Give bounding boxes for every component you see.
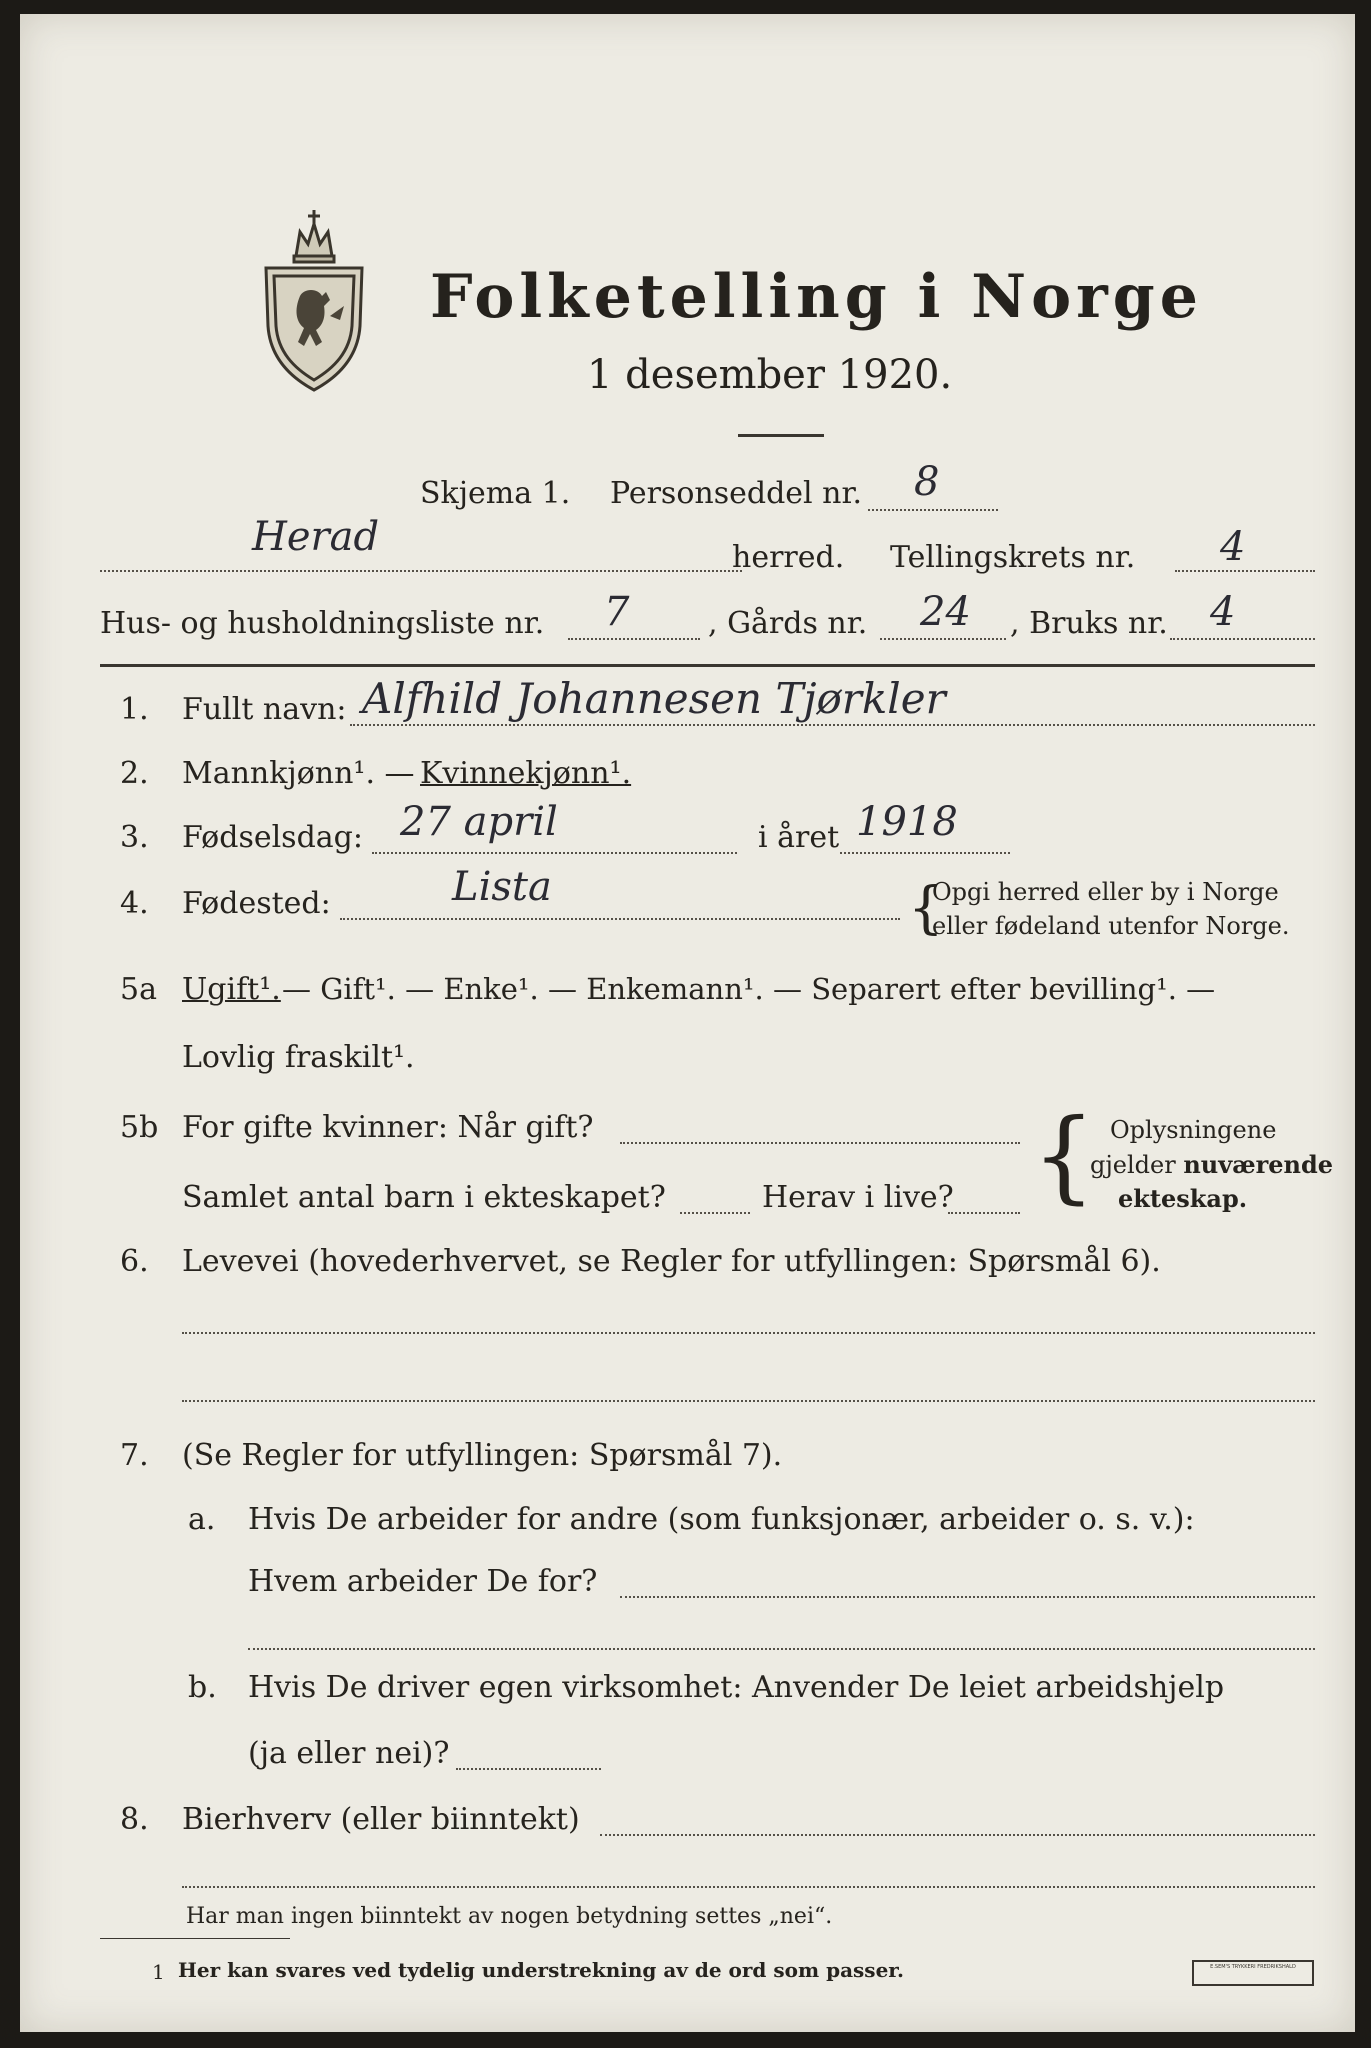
q1-label: Fullt navn:: [182, 692, 347, 727]
herred-dots: [100, 570, 742, 572]
q5b-married-when-dots: [620, 1142, 1020, 1144]
q5b-number: 5b: [120, 1110, 159, 1145]
q8-number: 8.: [120, 1802, 149, 1837]
q7a-letter: a.: [188, 1502, 216, 1537]
q5b-alive-dots: [948, 1212, 1020, 1214]
year-label: i året: [758, 820, 840, 855]
q3-number: 3.: [120, 820, 149, 855]
q7a-line2: Hvem arbeider De for?: [248, 1564, 598, 1599]
tellingskrets-dots: [1175, 570, 1315, 572]
q7b-dots: [456, 1768, 601, 1770]
q4-note-brace: {: [908, 876, 944, 941]
birthday-value[interactable]: 27 april: [400, 799, 558, 845]
tellingskrets-label: Tellingskrets nr.: [890, 540, 1136, 575]
personseddel-value[interactable]: 8: [914, 459, 940, 505]
title-divider: [738, 434, 824, 437]
q7a-dots-2: [248, 1648, 1315, 1650]
q6-label: Levevei (hovederhvervet, se Regler for utfyllingen: Spørsmål 6).: [182, 1244, 1161, 1279]
q7b-line1: Hvis De driver egen virksomhet: Anvender De leiet arbeidshjelp: [248, 1670, 1225, 1705]
gards-label: , Gårds nr.: [708, 606, 868, 641]
q8-dots-2: [182, 1886, 1315, 1888]
divorced-option: Lovlig fraskilt¹.: [182, 1040, 415, 1075]
q3-label: Fødselsdag:: [182, 820, 363, 855]
footnote-divider: [100, 1938, 290, 1939]
gards-dots: [880, 638, 1006, 640]
personseddel-label: Personseddel nr.: [610, 476, 863, 511]
q5a-number: 5a: [120, 972, 157, 1007]
personseddel-dots: [868, 509, 998, 511]
q1-dots: [350, 724, 1315, 726]
footnote-number: 1: [152, 1960, 165, 1984]
q5b-children-label: Samlet antal barn i ekteskapet?: [182, 1180, 666, 1215]
q6-number: 6.: [120, 1244, 149, 1279]
q5b-note-line2: gjelder nuværende: [1090, 1150, 1334, 1179]
printer-stamp: [1192, 1960, 1314, 1986]
husholdningsliste-value[interactable]: 7: [604, 589, 630, 635]
q7-number: 7.: [120, 1438, 149, 1473]
footnote-text: Her kan svares ved tydelig understrekning av de ord som passer.: [178, 1958, 904, 1982]
full-name-value[interactable]: Alfhild Johannesen Tjørkler: [362, 674, 946, 723]
q8-dots-1: [600, 1834, 1315, 1836]
q5b-note-brace: {: [1032, 1097, 1096, 1214]
q7-label: (Se Regler for utfyllingen: Spørsmål 7).: [182, 1438, 783, 1473]
q4-label: Fødested:: [182, 886, 331, 921]
q5b-alive-label: Herav i live?: [762, 1180, 954, 1215]
form-title: Folketelling i Norge: [430, 262, 1203, 332]
gards-value[interactable]: 24: [920, 589, 971, 635]
q4-note-line1: Opgi herred eller by i Norge: [932, 878, 1279, 906]
header-divider: [100, 664, 1315, 667]
q5b-children-dots: [680, 1212, 750, 1214]
year-dots: [840, 852, 1010, 854]
q8-label: Bierhverv (eller biinntekt): [182, 1802, 580, 1837]
q3-dots: [372, 852, 737, 854]
q5b-married-when-label: For gifte kvinner: Når gift?: [182, 1110, 594, 1145]
bruks-dots: [1170, 638, 1315, 640]
husholdningsliste-label: Hus- og husholdningsliste nr.: [100, 606, 545, 641]
printer-stamp-text: E.SEM'S TRYKKERI FREDRIKSHALD: [1210, 1964, 1296, 1970]
q7b-letter: b.: [188, 1670, 217, 1705]
q4-dots: [340, 918, 900, 920]
bruks-label: , Bruks nr.: [1010, 606, 1168, 641]
q2-number: 2.: [120, 756, 149, 791]
female-option[interactable]: Kvinnekjønn¹.: [420, 756, 632, 791]
husholdningsliste-dots: [568, 638, 700, 640]
q6-dots-2: [182, 1400, 1315, 1402]
q4-number: 4.: [120, 886, 149, 921]
marital-options: — Gift¹. — Enke¹. — Enkemann¹. — Separert efter bevilling¹. —: [282, 972, 1216, 1006]
q7a-dots-1: [620, 1596, 1315, 1598]
no-income-note: Har man ingen biinntekt av nogen betydning settes „nei“.: [186, 1904, 833, 1929]
q7a-line1: Hvis De arbeider for andre (som funksjonær, arbeider o. s. v.):: [248, 1502, 1195, 1537]
q5b-note-line1: Oplysningene: [1110, 1116, 1277, 1144]
q1-number: 1.: [120, 692, 149, 727]
norway-coat-of-arms-icon: [260, 196, 368, 400]
census-form-page: [20, 14, 1355, 2032]
bruks-value[interactable]: 4: [1210, 589, 1236, 635]
tellingskrets-value[interactable]: 4: [1220, 524, 1246, 570]
q6-dots-1: [182, 1332, 1315, 1334]
male-option: Mannkjønn¹. —: [182, 756, 415, 791]
herred-label: herred.: [732, 540, 845, 575]
herred-value[interactable]: Herad: [252, 514, 380, 560]
q5b-note-line3: ekteskap.: [1118, 1184, 1248, 1213]
q7b-line2: (ja eller nei)?: [248, 1736, 450, 1771]
birthplace-value[interactable]: Lista: [452, 864, 552, 910]
skjema-label: Skjema 1.: [420, 476, 571, 511]
q4-note-line2: eller fødeland utenfor Norge.: [932, 912, 1290, 940]
unmarried-option[interactable]: Ugift¹.: [182, 972, 281, 1007]
census-date: 1 desember 1920.: [587, 352, 953, 398]
birth-year-value[interactable]: 1918: [856, 799, 958, 845]
